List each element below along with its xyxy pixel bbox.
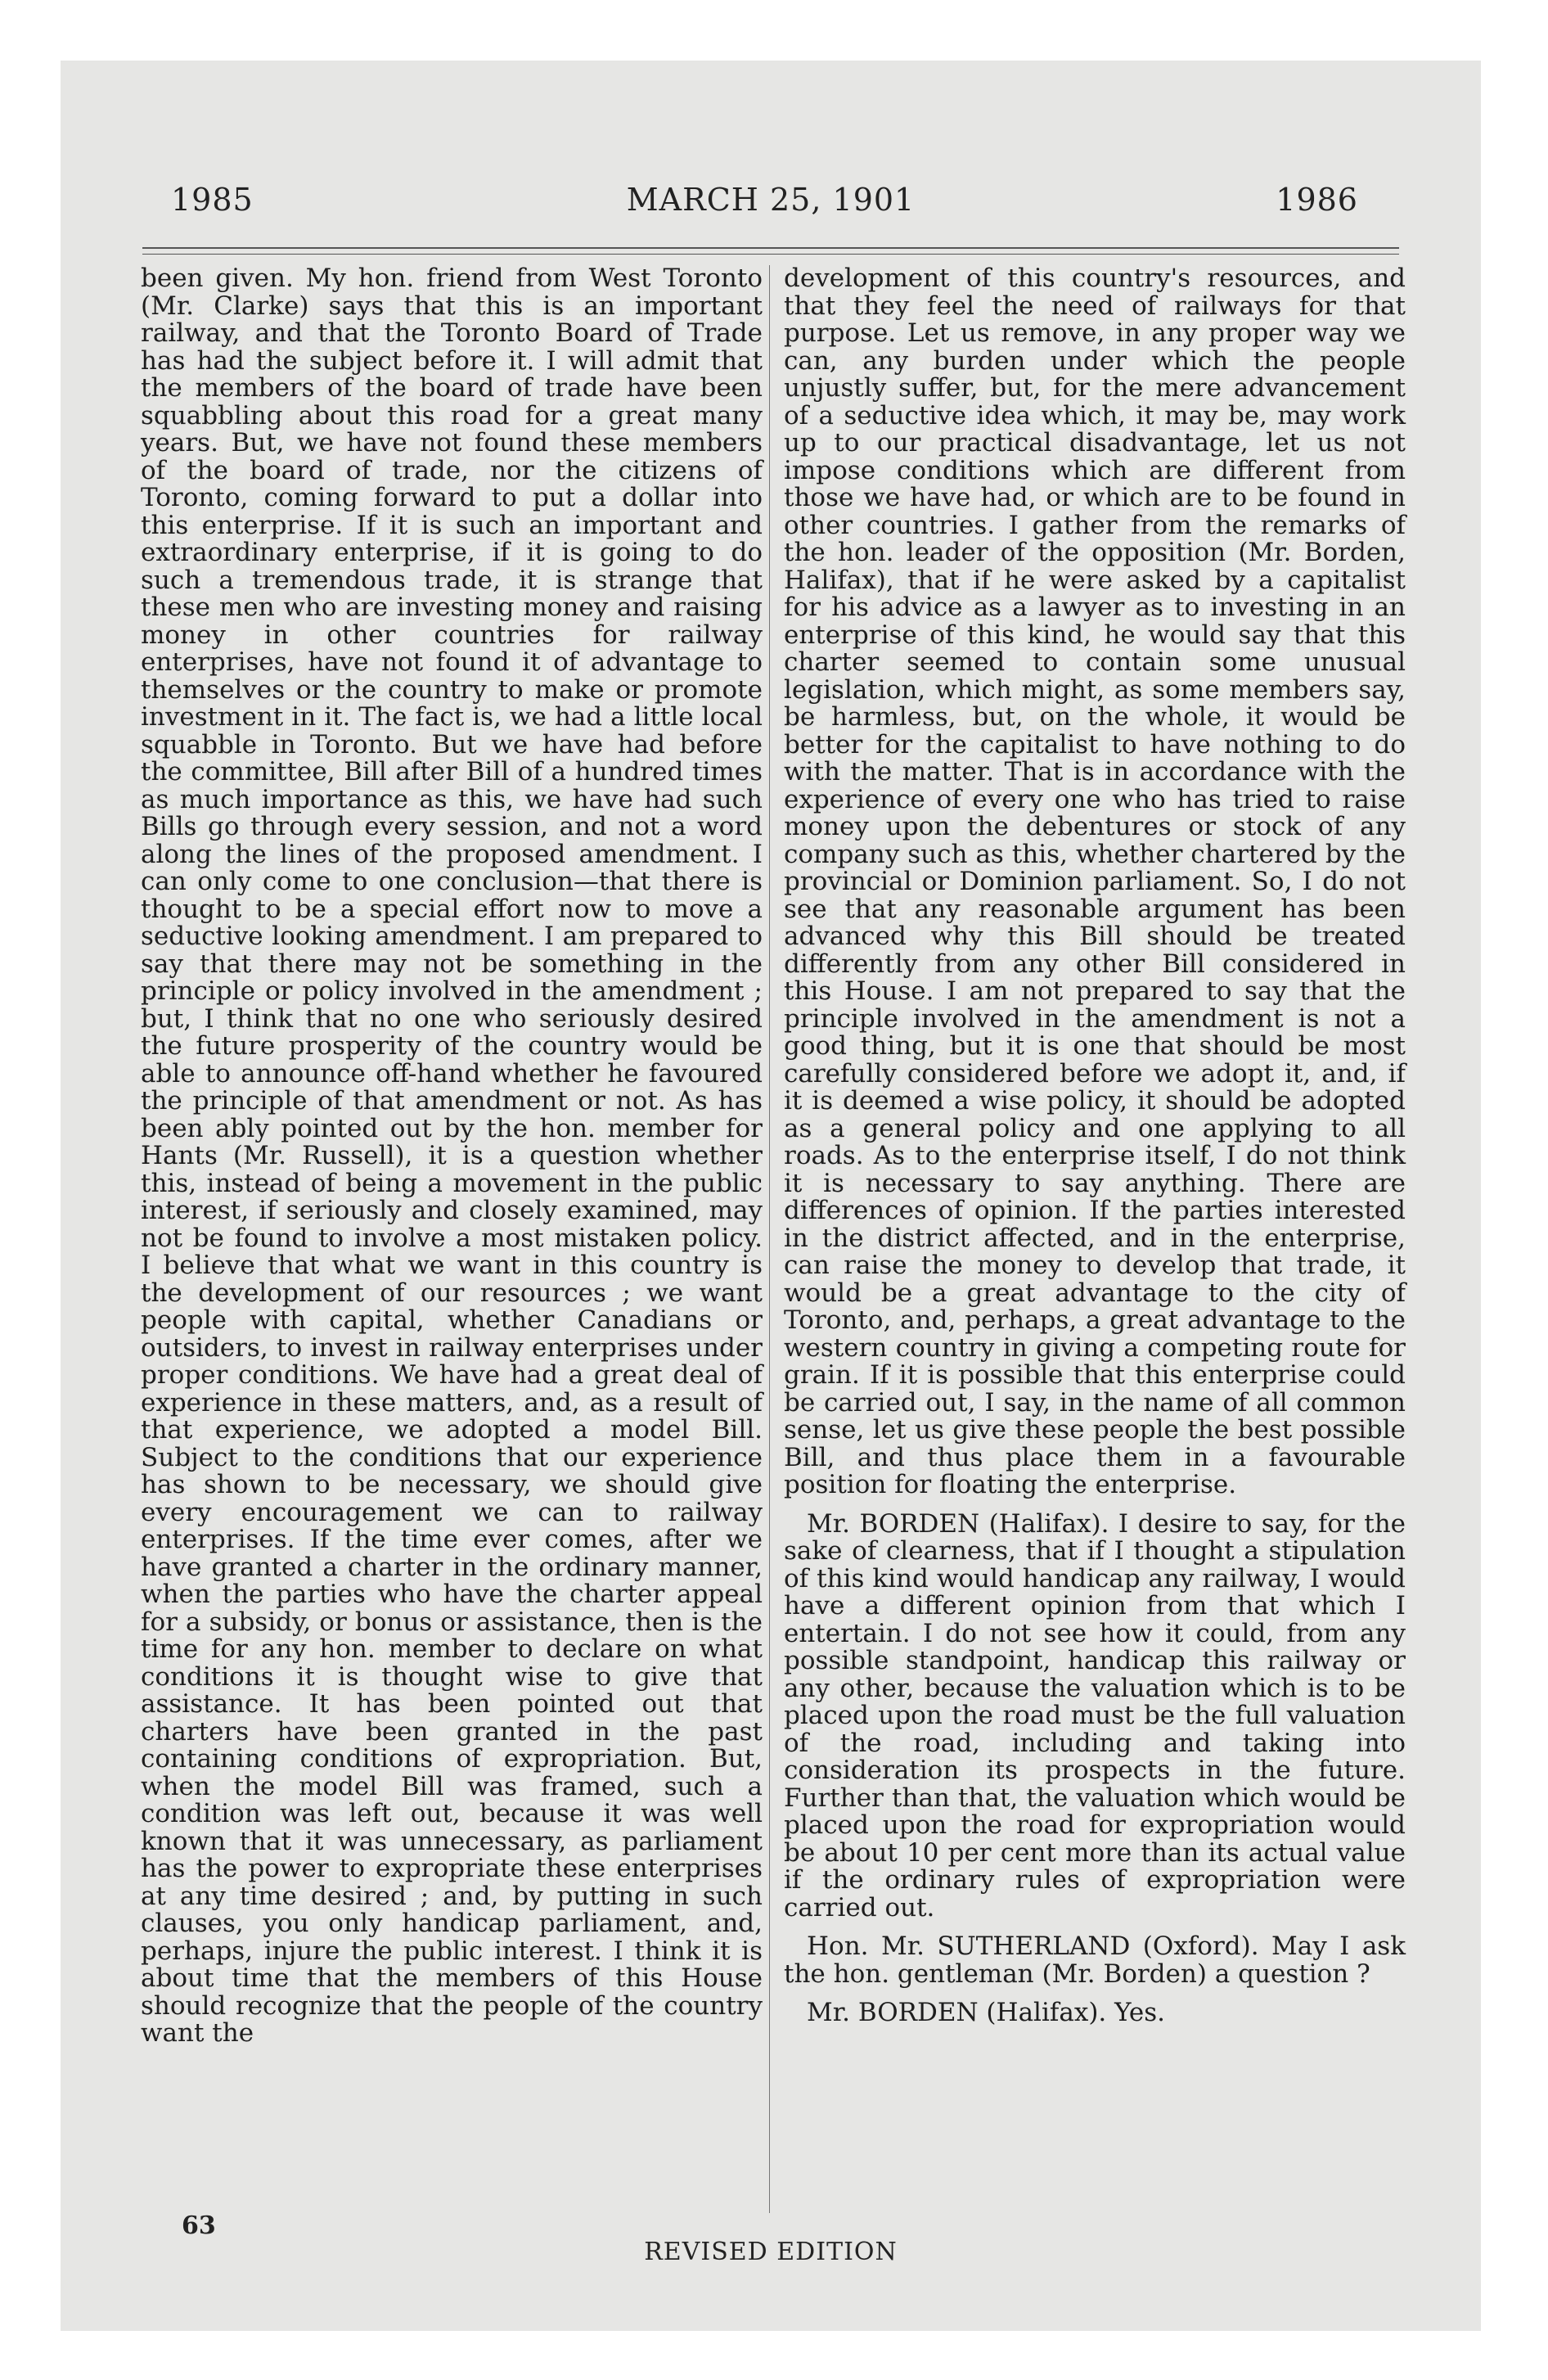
right-page-number: 1986 <box>1276 182 1358 218</box>
scanned-page <box>61 61 1481 2331</box>
right-paragraph: Hon. Mr. SUTHERLAND (Oxford). May I ask the hon. gentleman (Mr. Borden) a question ? <box>784 1931 1406 1989</box>
right-column <box>784 265 1406 2027</box>
page-date: MARCH 25, 1901 <box>626 182 916 218</box>
column-divider <box>769 265 770 2213</box>
left-paragraph: been given. My hon. friend from West Toronto (Mr. Clarke) says that this is an important railway, and that the Toronto Board of Trade has had the subject before it. I will admit that the members of the board of trade have been squabbling about this road for a great many years. But, we have not found these members of the board of trade, nor the citizens of Toronto, coming forward to put a dollar into this enterprise. If it is such an important and extraordinary enterprise, if it is going to do such a tremendous trade, it is strange that these men who are investing money and raising money in other countries for railway enterprises, have not found it of advantage to themselves or the country to make or promote investment in it. The fact is, we had a little local squabble in Toronto. But we have had before the committee, Bill after Bill of a hundred times as much importance as this, we have had such Bills go through every session, and not a word along the lines of the proposed amendment. I can only come to one conclusion—that there is thought to be a special effort now to move a seductive looking amendment. I am prepared to say that there may not be something in the principle or policy involved in the amendment ; but, I think that no one who seriously desired the future prosperity of the country would be able to announce off-hand whether he favoured the principle of that amendment or not. As has been ably pointed out by the hon. member for Hants (Mr. Russell), it is a question whether this, instead of being a movement in the public interest, if seriously and closely examined, may not be found to involve a most mistaken policy. I believe that what we want in this country is the development of our resources ; we want people with capital, whether Canadians or outsiders, to invest in railway enterprises under proper conditions. We have had a great deal of experience in these matters, and, as a result of that experience, we adopted a model Bill. Subject to the conditions that our experience has shown to be necessary, we should give every encouragement we can to railway enterprises. If the time ever comes, after we have granted a charter in the ordinary manner, when the parties who have the charter appeal for a subsidy, or bonus or assistance, then is the time for any hon. member to declare on what conditions it is thought wise to give that assistance. It has been pointed out that charters have been granted in the past containing conditions of expropriation. But, when the model Bill was framed, such a condition was left out, because it was well known that it was unnecessary, as parliament has the power to expropriate these enterprises at any time desired ; and, by putting in such clauses, you only handicap parliament, and, perhaps, injure the public interest. I think it is about time that the members of this House should recognize that the people of the country want the <box>141 264 763 2048</box>
signature-mark: 63 <box>182 2211 216 2240</box>
page-content <box>61 61 1481 2331</box>
header-rule-thin <box>142 254 1399 255</box>
left-column <box>141 265 763 2311</box>
right-paragraph: Mr. BORDEN (Halifax). I desire to say, for the sake of clearness, that if I thought a stipulation of this kind would handicap any railway, I would have a different opinion from that which I entertain. I do not see how it could, from any possible standpoint, handicap this railway or any other, because the valuation which is to be placed upon the road must be the full valuation of the road, including and taking into consideration its prospects in the future. Further than that, the valuation which would be placed upon the road for expropriation would be about 10 per cent more than its actual value if the ordinary rules of expropriation were carried out. <box>784 1508 1406 1922</box>
header-rule <box>142 247 1399 249</box>
right-paragraph: Mr. BORDEN (Halifax). Yes. <box>807 1998 1165 2027</box>
footer-edition: REVISED EDITION <box>644 2238 898 2266</box>
left-page-number: 1985 <box>171 182 254 218</box>
right-paragraph: development of this country's resources, and that they feel the need of railways for that purpose. Let us remove, in any proper way we can, any burden under which the people unjustly suffer, but, for the mere advancement of a seductive idea which, it may be, may work up to our practical disadvantage, let us not impose conditions which are different from those we have had, or which are to be found in other countries. I gather from the remarks of the hon. leader of the opposition (Mr. Borden, Halifax), that if he were asked by a capitalist for his advice as a lawyer as to investing in an enterprise of this kind, he would say that this charter seemed to contain some unusual legislation, which might, as some members say, be harmless, but, on the whole, it would be better for the capitalist to have nothing to do with the matter. That is in accordance with the experience of every one who has tried to raise money upon the debentures or stock of any company such as this, whether chartered by the provincial or Dominion parliament. So, I do not see that any reasonable argument has been advanced why this Bill should be treated differently from any other Bill considered in this House. I am not prepared to say that the principle involved in the amendment is not a good thing, but it is one that should be most carefully considered before we adopt it, and, if it is deemed a wise policy, it should be adopted as a general policy and one applying to all roads. As to the enterprise itself, I do not think it is necessary to say anything. There are differences of opinion. If the parties interested in the district affected, and in the enterprise, can raise the money to develop that trade, it would be a great advantage to the city of Toronto, and, perhaps, a great advantage to the western country in giving a competing route for grain. If it is possible that this enterprise could be carried out, I say, in the name of all common sense, let us give these people the best possible Bill, and thus place them in a favourable position for floating the enterprise. <box>784 264 1406 1499</box>
